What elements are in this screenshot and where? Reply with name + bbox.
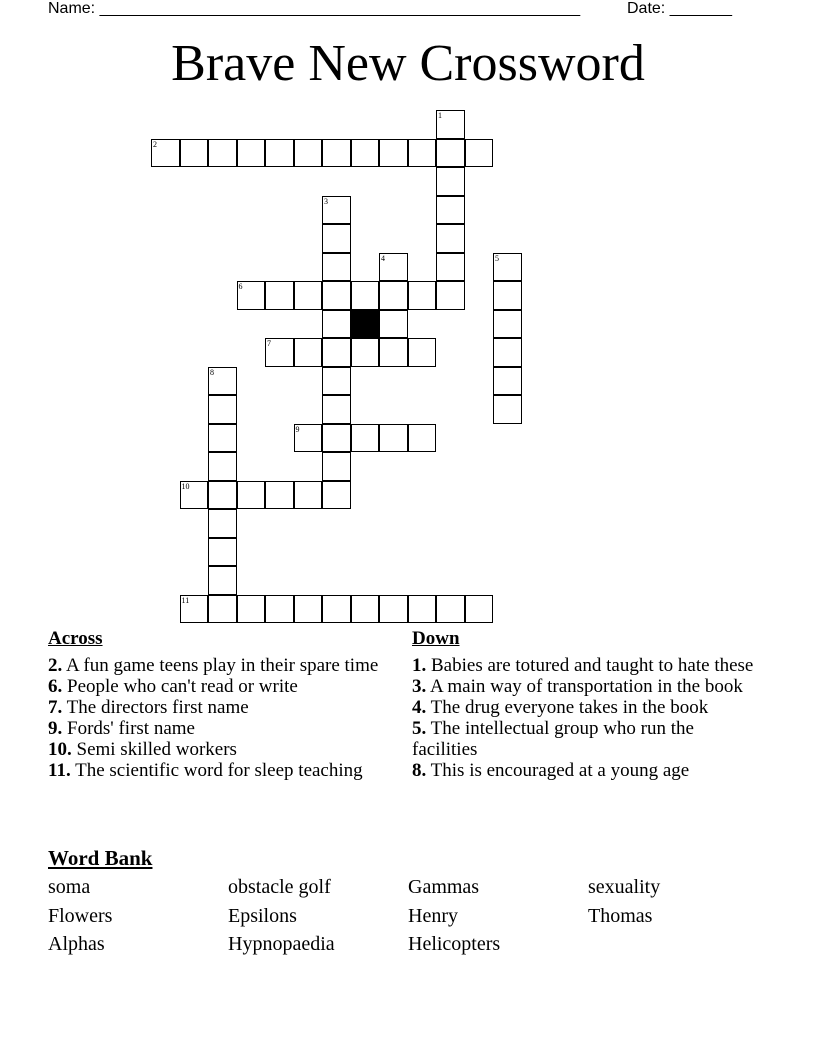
crossword-cell[interactable] [208, 367, 237, 396]
across-clue: 6. People who can't read or write [48, 676, 298, 697]
clue-number: 7 [267, 339, 271, 348]
word-bank-item: sexuality [588, 876, 661, 898]
word-bank-item: Epsilons [228, 905, 297, 927]
down-clue: 3. A main way of transportation in the book [412, 676, 743, 697]
crossword-cell[interactable] [436, 281, 465, 310]
crossword-cell[interactable] [265, 281, 294, 310]
clue-number: 6 [238, 282, 243, 291]
crossword-cell[interactable] [294, 595, 323, 624]
across-clue: 9. Fords' first name [48, 718, 195, 739]
crossword-cell[interactable] [208, 139, 237, 168]
word-bank-item: soma [48, 876, 91, 898]
header-line [48, 0, 748, 18]
date-field-label: Date: _______ [627, 0, 732, 17]
down-heading: Down [412, 628, 460, 649]
word-bank-item: Thomas [588, 905, 653, 927]
crossword-cell[interactable] [237, 481, 266, 510]
crossword-cell[interactable] [351, 139, 380, 168]
crossword-cell[interactable] [493, 367, 522, 396]
clue-number: 2 [153, 139, 157, 149]
word-bank-item: Hypnopaedia [228, 933, 335, 955]
crossword-cell[interactable] [436, 196, 465, 225]
word-bank-item: Flowers [48, 905, 113, 927]
across-clue: 11. The scientific word for sleep teaching [48, 760, 363, 781]
crossword-cell[interactable] [322, 281, 351, 310]
crossword-cell[interactable] [180, 139, 209, 168]
crossword-cell[interactable] [322, 338, 351, 367]
crossword-cell[interactable] [322, 595, 351, 624]
crossword-cell[interactable] [351, 281, 380, 310]
crossword-cell[interactable] [379, 310, 408, 339]
crossword-cell[interactable] [322, 367, 351, 396]
crossword-cell[interactable] [237, 281, 266, 310]
crossword-cell[interactable] [180, 595, 209, 624]
name-field-label: Name: ______________________________________________________ [48, 0, 581, 17]
word-bank-item: Gammas [408, 876, 480, 898]
crossword-cell[interactable] [180, 481, 209, 510]
crossword-cell[interactable] [208, 481, 237, 510]
page-title: Brave New Crossword [171, 35, 645, 92]
crossword-cell[interactable] [436, 139, 465, 168]
crossword-cell[interactable] [294, 338, 323, 367]
crossword-cell[interactable] [265, 481, 294, 510]
crossword-cell[interactable] [322, 253, 351, 282]
crossword-cell[interactable] [322, 395, 351, 424]
crossword-cell[interactable] [408, 595, 437, 624]
word-bank-item: Helicopters [408, 933, 501, 955]
crossword-cell[interactable] [379, 595, 408, 624]
crossword-cell[interactable] [208, 595, 237, 624]
across-clue: 10. Semi skilled workers [48, 739, 237, 760]
word-bank-item: obstacle golf [228, 876, 331, 898]
down-clue: 4. The drug everyone takes in the book [412, 697, 709, 718]
word-bank-item: Henry [408, 905, 458, 927]
crossword-cell[interactable] [493, 253, 522, 282]
crossword-cell[interactable] [322, 310, 351, 339]
word-bank-item: Alphas [48, 933, 105, 955]
crossword-cell[interactable] [322, 224, 351, 253]
word-bank-heading: Word Bank [48, 846, 153, 870]
across-heading: Across [48, 628, 103, 649]
crossword-cell[interactable] [436, 110, 465, 139]
crossword-cell[interactable] [265, 139, 294, 168]
crossword-cell[interactable] [436, 253, 465, 282]
clue-number: 5 [495, 253, 499, 263]
crossword-cell[interactable] [294, 139, 323, 168]
crossword-cell[interactable] [408, 281, 437, 310]
crossword-cell[interactable] [322, 424, 351, 453]
crossword-cell[interactable] [208, 538, 237, 567]
crossword-cell[interactable] [436, 167, 465, 196]
clue-number: 11 [181, 595, 190, 605]
crossword-cell[interactable] [237, 595, 266, 624]
crossword-cell[interactable] [351, 424, 380, 453]
crossword-cell[interactable] [208, 452, 237, 481]
crossword-cell[interactable] [322, 139, 351, 168]
crossword-cell[interactable] [322, 481, 351, 510]
crossword-cell[interactable] [322, 196, 351, 225]
crossword-cell[interactable] [408, 139, 437, 168]
crossword-cell[interactable] [351, 595, 380, 624]
crossword-cell[interactable] [379, 338, 408, 367]
clue-number: 3 [324, 196, 328, 206]
across-clue: 2. A fun game teens play in their spare time [48, 655, 379, 676]
crossword-cell[interactable] [493, 395, 522, 424]
crossword-cell[interactable] [208, 424, 237, 453]
across-clues [48, 628, 388, 781]
crossword-cell[interactable] [294, 424, 323, 453]
crossword-cell[interactable] [408, 338, 437, 367]
crossword-cell[interactable] [379, 281, 408, 310]
crossword-cell[interactable] [436, 595, 465, 624]
crossword-cell[interactable] [379, 139, 408, 168]
crossword-cell[interactable] [379, 424, 408, 453]
down-clues [412, 628, 757, 781]
clue-number: 4 [381, 253, 385, 263]
crossword-cell[interactable] [265, 595, 294, 624]
crossword-cell[interactable] [151, 139, 180, 168]
crossword-cell[interactable] [208, 509, 237, 538]
crossword-cell[interactable] [237, 139, 266, 168]
crossword-cell[interactable] [208, 395, 237, 424]
crossword-cell[interactable] [322, 452, 351, 481]
crossword-cell[interactable] [351, 338, 380, 367]
crossword-cell[interactable] [265, 338, 294, 367]
crossword-cell[interactable] [436, 224, 465, 253]
crossword-cell[interactable] [294, 281, 323, 310]
down-clue: 8. This is encouraged at a young age [412, 760, 690, 781]
crossword-cell[interactable] [294, 481, 323, 510]
crossword-cell[interactable] [493, 338, 522, 367]
clue-number: 10 [181, 481, 190, 491]
down-clue: 5. The intellectual group who run the facilities [412, 718, 694, 760]
clue-number: 9 [295, 424, 300, 434]
crossword-cell[interactable] [493, 281, 522, 310]
across-clue: 7. The directors first name [48, 697, 249, 718]
crossword-cell[interactable] [465, 139, 494, 168]
crossword-cell[interactable] [379, 253, 408, 282]
crossword-cell[interactable] [208, 566, 237, 595]
crossword-cell[interactable] [493, 310, 522, 339]
clue-number: 8 [210, 367, 214, 377]
down-clue: 1. Babies are totured and taught to hate these [412, 655, 754, 676]
clue-number: 1 [438, 111, 442, 120]
crossword-cell[interactable] [465, 595, 494, 624]
crossword-shaded-cell [351, 310, 380, 339]
crossword-cell[interactable] [408, 424, 437, 453]
